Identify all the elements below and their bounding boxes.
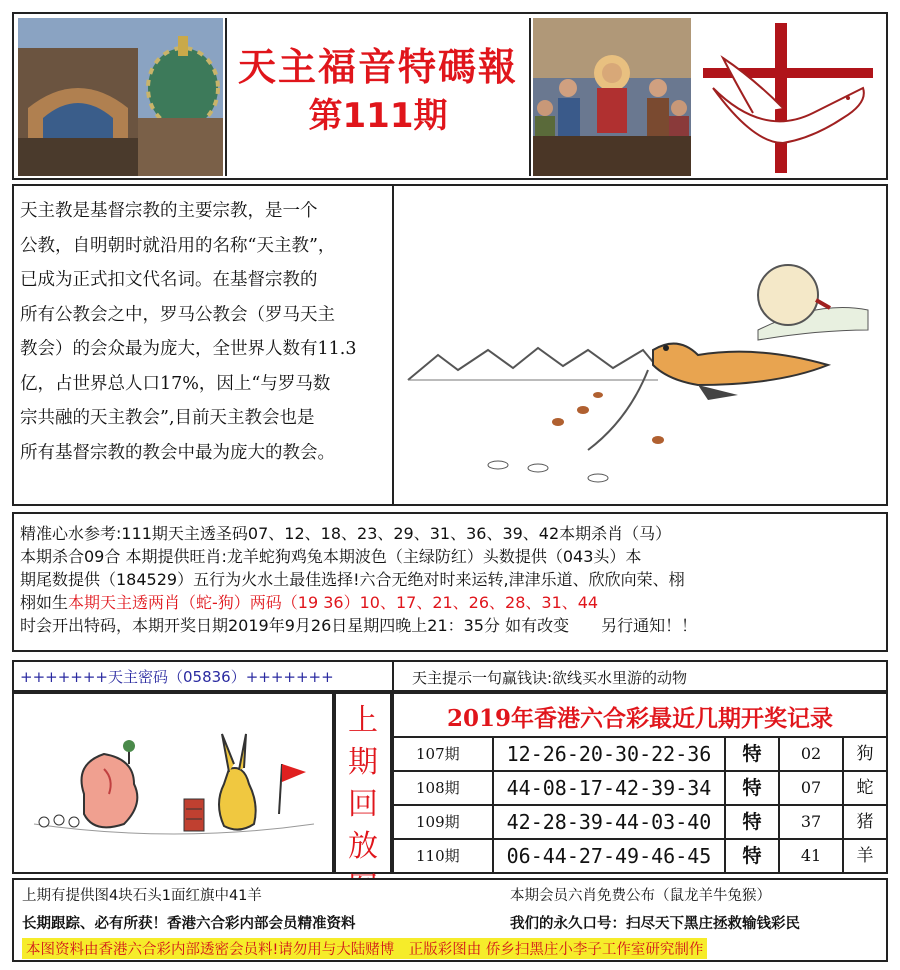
footer-member-zodiacs: 本期会员六肖免费公布（鼠龙羊牛兔猴） (510, 888, 771, 904)
tips-paragraph (20, 522, 884, 637)
footer-last-issue-note: 上期有提供图4块石头1面红旗中41羊 (22, 888, 262, 904)
draw-records-table (392, 692, 888, 874)
cross-dove-icon (693, 18, 884, 176)
last-supper-painting (533, 18, 691, 176)
tips-section (12, 512, 888, 652)
special-label-cell: 特 (724, 772, 778, 804)
special-number-cell: 07 (778, 772, 842, 804)
special-label-cell: 特 (724, 806, 778, 838)
label-char: 回 (348, 787, 378, 822)
intro-paragraph (20, 194, 390, 470)
period-cell: 109期 (416, 813, 460, 831)
numbers-cell: 44-08-17-42-39-34 (492, 772, 724, 804)
special-label-cell: 特 (724, 738, 778, 770)
intro-section (12, 184, 888, 506)
tip-box (392, 660, 888, 692)
tip-text: 天主提示一句赢钱诀:欲线买水里游的动物 (412, 669, 688, 687)
period-cell: 107期 (416, 745, 460, 763)
intro-line: 已成为正式扣文代名词。在基督宗教的 (20, 270, 318, 290)
intro-line: 天主教是基督宗教的主要宗教，是一个 (20, 201, 318, 221)
table-row (394, 736, 886, 770)
zodiac-cell: 狗 (842, 738, 886, 770)
tips-line: 期尾数提供（184529）五行为火水土最佳选择!六合无绝对时来运转,津津乐道、欣欣向荣、栩 (20, 570, 685, 589)
period-cell: 110期 (416, 847, 460, 865)
table-row (394, 838, 886, 872)
numbers-cell: 42-28-39-44-03-40 (492, 806, 724, 838)
tips-line: 本期杀合09合 本期提供旺肖:龙羊蛇狗鸡兔本期波色（主绿防红）头数提供（043头）本 (20, 547, 642, 566)
numbers-cell: 12-26-20-30-22-36 (492, 738, 724, 770)
footer-disclaimer: 本图资料由香港六合彩内部透密会员料!请勿用与大陆赌博 正版彩图由 侨乡扫黑庄小李子工作室研究制作 (22, 938, 707, 959)
church-photo (18, 18, 223, 176)
zodiac-cell: 蛇 (842, 772, 886, 804)
intro-line: 所有基督宗教的教会中最为庞大的教会。 (20, 442, 335, 463)
label-char: 上 (348, 703, 378, 738)
secret-code: +++++++天主密码（05836）+++++++ (20, 668, 334, 686)
divider (392, 186, 394, 504)
period-cell: 108期 (416, 779, 460, 797)
intro-line: 教会）的会众最为庞大，全世界人数有11.3 (20, 339, 357, 359)
table-row (394, 804, 886, 838)
tips-line (20, 591, 884, 614)
footer (12, 878, 888, 962)
issue-number: 第111期 (308, 96, 448, 136)
page-title: 天主福音特碼報 (237, 45, 518, 89)
last-issue-label (334, 692, 392, 874)
footer-slogan-right: 我们的永久口号：扫尽天下黑庄拯救输钱彩民 (510, 916, 800, 932)
tips-text: 栩如生 (20, 593, 69, 612)
special-number-cell: 41 (778, 840, 842, 872)
title-panel (225, 18, 531, 176)
header-banner (12, 12, 888, 180)
footer-slogan-left: 长期跟踪、必有所获！香港六合彩内部会员精准资料 (22, 916, 356, 932)
numbers-cell: 06-44-27-49-46-45 (492, 840, 724, 872)
secret-code-box (12, 660, 406, 692)
tips-line: 时会开出特码，本期开奖日期2019年9月26日星期四晚上21：35分 如有改变 另行通知！！ (20, 616, 698, 635)
intro-line: 亿，占世界总人口17%，因上“与罗马数 (20, 373, 331, 394)
last-issue-illustration (12, 692, 334, 874)
zodiac-cell: 羊 (842, 840, 886, 872)
intro-line: 公教，自明朝时就沿用的名称“天主教”， (20, 235, 336, 256)
tips-line: 精准心水参考:111期天主透圣码07、12、18、23、29、31、36、39、42本期杀肖（马） (20, 524, 672, 543)
label-char: 期 (348, 745, 378, 780)
table-row (394, 770, 886, 804)
zodiac-cell: 猪 (842, 806, 886, 838)
intro-line: 所有公教会之中，罗马公教会（罗马天主 (20, 304, 335, 325)
highlighted-prediction: 本期天主透两肖（蛇-狗）两码（19 36）10、17、21、26、28、31、44 (68, 593, 599, 612)
seal-illustration (398, 190, 882, 500)
special-number-cell: 37 (778, 806, 842, 838)
records-title: 2019年香港六合彩最近几期开奖记录 (446, 705, 833, 732)
special-label-cell: 特 (724, 840, 778, 872)
intro-line: 宗共融的天主教会”,目前天主教会也是 (20, 408, 315, 428)
label-char: 放 (348, 829, 378, 864)
special-number-cell: 02 (778, 738, 842, 770)
